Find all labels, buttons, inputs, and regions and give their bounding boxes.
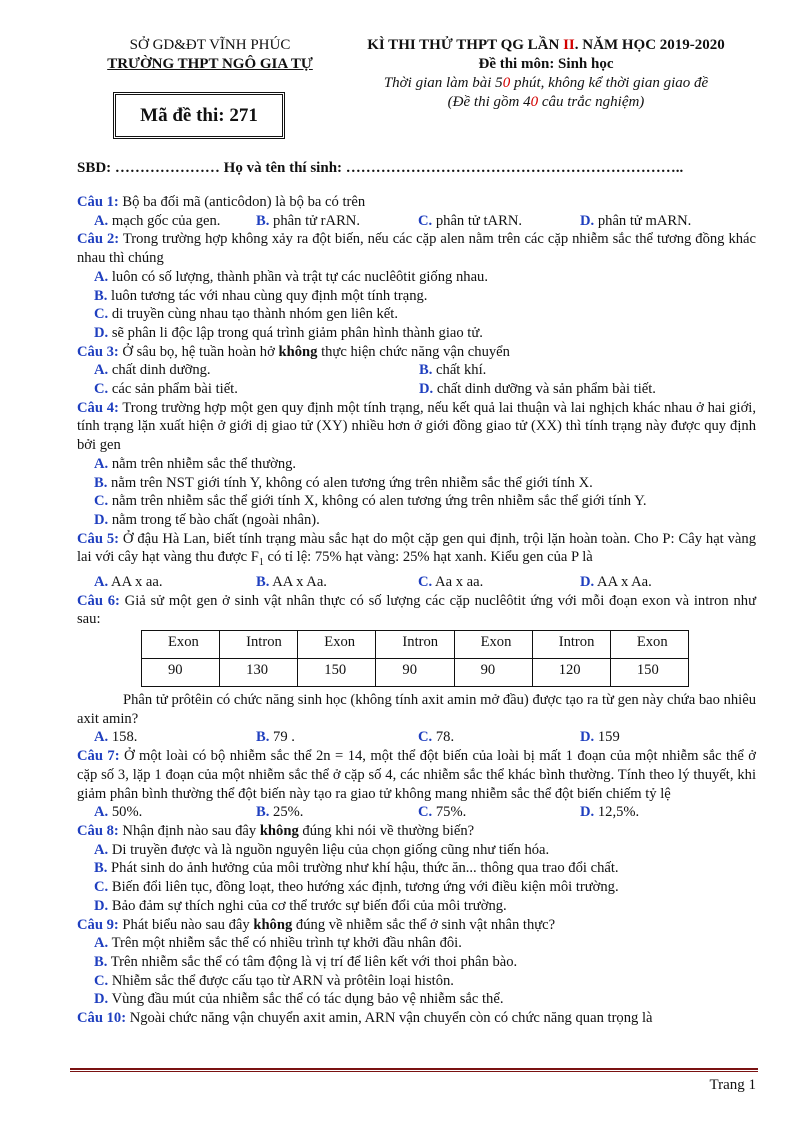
option-text: phân tử mARN. [597, 212, 692, 229]
table-row [142, 659, 689, 687]
option-b[interactable] [256, 212, 418, 231]
option-label: D. [580, 212, 595, 229]
option-label: C. [94, 879, 109, 896]
count-red: 0 [530, 94, 539, 110]
option-label: B. [256, 212, 270, 229]
header-left [100, 36, 320, 74]
option-c[interactable] [77, 972, 756, 991]
question-2 [77, 230, 756, 267]
option-text: Trên nhiễm sắc thể có tâm động là vị trí để liên kết với thoi phân bào. [110, 953, 518, 970]
option-c[interactable] [418, 212, 580, 231]
option-text: chất khí. [436, 362, 487, 379]
option-c[interactable] [418, 573, 580, 592]
option-c[interactable] [418, 803, 580, 822]
option-a[interactable] [94, 361, 419, 380]
option-text: 78. [435, 729, 455, 746]
exam-time-red: 0 [502, 75, 511, 91]
table-cell: 150 [610, 659, 688, 687]
option-text: AA x Aa. [272, 573, 327, 590]
option-label: D. [580, 729, 595, 746]
exam-title [346, 36, 746, 55]
option-text: 50%. [111, 804, 143, 821]
option-d[interactable] [77, 511, 756, 530]
option-label: D. [94, 991, 109, 1008]
option-b[interactable] [77, 287, 756, 306]
option-label: A. [94, 212, 109, 229]
table-header-cell: Exon [298, 631, 376, 659]
question-text: Trong trường hợp không xảy ra đột biến, nếu các cặp alen nằm trên các cặp nhiễm sắc thể tương đồng khác nhau thì chúng [77, 231, 756, 267]
table-cell: 130 [220, 659, 298, 687]
option-text: phân tử rARN. [273, 212, 360, 229]
question-text: Ở đậu Hà Lan, biết tính trạng màu sắc hạt do một cặp gen qui định, trội lặn hoàn toàn. Cho P: Cây hạt vàng lai với cây hạt vàng thu được F [77, 530, 756, 566]
option-text: 79 . [273, 729, 295, 746]
question-7 [77, 747, 756, 803]
option-b[interactable] [77, 474, 756, 493]
option-label: C. [418, 804, 433, 821]
header-right [346, 36, 746, 112]
option-label: A. [94, 268, 109, 285]
option-a[interactable] [77, 841, 756, 860]
option-text: mạch gốc của gen. [111, 212, 221, 229]
option-text: luôn có số lượng, thành phần và trật tự các nuclêôtit giống nhau. [111, 268, 488, 285]
table-header-cell: Intron [376, 631, 454, 659]
option-label: C. [418, 729, 433, 746]
option-text: Bảo đảm sự thích nghi của cơ thể trước sự biến đổi của môi trường. [111, 897, 507, 914]
question-text-emphasis: không [253, 916, 293, 933]
option-b[interactable] [256, 728, 418, 747]
question-number: Câu 9: [77, 916, 119, 933]
option-label: B. [94, 474, 108, 491]
option-text: phân tử tARN. [435, 212, 523, 229]
option-text: 12,5%. [597, 804, 640, 821]
option-a[interactable] [77, 934, 756, 953]
exam-title-part: KÌ THI THỬ THPT QG LẦN [367, 37, 564, 53]
option-c[interactable] [77, 492, 756, 511]
question-number: Câu 5: [77, 530, 120, 547]
school-name: TRƯỜNG THPT NGÔ GIA TỰ [107, 56, 313, 72]
option-text: chất dinh dưỡng và sản phẩm bài tiết. [436, 381, 656, 398]
options-row [77, 573, 756, 592]
question-3 [77, 343, 756, 362]
question-text: Trong trường hợp một gen quy định một tính trạng, nếu kết quả lai thuận và lai nghịch khác nhau ở hai giới, tính trạng lặn xuất hiện ở giới dị giao tử (XY) nhiều hơn ở giới đồng giao tử (XX) thì tính trạng này được quy định bởi gen [77, 399, 756, 454]
table-cell: 90 [142, 659, 220, 687]
option-a[interactable] [94, 212, 256, 231]
option-label: D. [94, 324, 109, 341]
question-text: Phát biểu nào sau đây [118, 916, 254, 933]
option-label: A. [94, 841, 109, 858]
footer-rule [70, 1068, 758, 1072]
option-label: D. [580, 573, 595, 590]
subscript: 1 [258, 557, 264, 569]
option-d[interactable] [77, 897, 756, 916]
question-number: Câu 6: [77, 592, 120, 609]
option-label: D. [94, 511, 109, 528]
option-text: di truyền cùng nhau tạo thành nhóm gen liên kết. [111, 306, 398, 323]
options-row [77, 380, 756, 399]
options-row [77, 803, 756, 822]
exam-subject: Đề thi môn: Sinh học [478, 56, 614, 72]
questions [77, 193, 756, 1028]
option-a[interactable] [94, 573, 256, 592]
table-header-cell: Exon [142, 631, 220, 659]
option-label: A. [94, 804, 109, 821]
question-text: đúng khi nói về thường biến? [298, 823, 475, 839]
question-10 [77, 1009, 756, 1028]
option-label: C. [94, 381, 109, 398]
option-text: AA x Aa. [597, 573, 652, 590]
question-number: Câu 2: [77, 231, 120, 248]
option-label: A. [94, 455, 109, 472]
option-text: Biến đổi liên tục, đồng loạt, theo hướng xác định, tương ứng với điều kiện môi trường. [111, 879, 619, 896]
question-number: Câu 3: [77, 343, 119, 360]
exam-title-part: . NĂM HỌC 2019-2020 [574, 37, 725, 53]
option-a[interactable] [94, 728, 256, 747]
option-label: D. [419, 381, 434, 398]
table-header-cell: Exon [454, 631, 532, 659]
option-label: A. [94, 935, 109, 952]
question-text: Ngoài chức năng vận chuyển axit amin, ARN vận chuyển còn có chức năng quan trọng là [126, 1010, 653, 1027]
option-text: 158. [111, 729, 138, 746]
option-d[interactable] [580, 728, 742, 747]
option-label: C. [94, 493, 109, 510]
option-d[interactable] [419, 380, 744, 399]
count-part: (Đề thi gồm 4 [447, 94, 531, 110]
department-name: SỞ GD&ĐT VĨNH PHÚC [129, 37, 291, 53]
option-label: B. [419, 362, 433, 379]
exam-time-part: Thời gian làm bài 5 [383, 75, 503, 91]
option-b[interactable] [256, 573, 418, 592]
option-text: Trên một nhiễm sắc thể có nhiều trình tự khởi đầu nhân đôi. [111, 935, 462, 952]
option-d[interactable] [77, 990, 756, 1009]
option-d[interactable] [580, 803, 742, 822]
question-text: Ở sâu bọ, hệ tuần hoàn hở [118, 343, 279, 360]
option-c[interactable] [77, 305, 756, 324]
table-header-cell: Intron [220, 631, 298, 659]
question-4 [77, 399, 756, 455]
option-label: B. [94, 953, 108, 970]
option-a[interactable] [77, 268, 756, 287]
exam-question-count [346, 93, 746, 112]
option-a[interactable] [77, 455, 756, 474]
option-label: D. [94, 897, 109, 914]
option-label: A. [94, 573, 109, 590]
option-label: C. [418, 212, 433, 229]
question-6-followup: Phân tử prôtêin có chức năng sinh học (không tính axit amin mở đầu) được tạo ra từ gen này chứa bao nhiêu axit amin? [77, 692, 756, 727]
option-text: các sản phẩm bài tiết. [111, 381, 238, 398]
option-label: C. [94, 972, 109, 989]
option-label: B. [94, 860, 108, 877]
option-text: nằm trên nhiễm sắc thể giới tính X, không có alen tương ứng trên nhiễm sắc thể giới tính Y. [111, 493, 647, 510]
option-label: B. [256, 573, 270, 590]
option-text: Phát sinh do ảnh hưởng của môi trường như khí hậu, thức ăn... thông qua trao đổi chất. [111, 860, 619, 877]
question-text: thực hiện chức năng vận chuyển [317, 343, 510, 360]
question-number: Câu 10: [77, 1010, 127, 1027]
option-label: B. [256, 729, 270, 746]
table-cell: 90 [454, 659, 532, 687]
option-label: A. [94, 729, 109, 746]
option-label: D. [580, 804, 595, 821]
option-c[interactable] [77, 878, 756, 897]
table-cell: 90 [376, 659, 454, 687]
question-text: có tỉ lệ: 75% hạt vàng: 25% hạt xanh. Kiểu gen của P là [263, 549, 593, 566]
question-6 [77, 592, 756, 629]
option-text: chất dinh dưỡng. [111, 362, 211, 379]
exam-time-part: phút, không kể thời gian giao đề [510, 75, 709, 91]
question-1 [77, 193, 756, 212]
option-b[interactable] [77, 859, 756, 878]
question-text: đúng về nhiễm sắc thể ở sinh vật nhân thực? [292, 916, 556, 933]
option-d[interactable] [580, 573, 742, 592]
table-header-row [142, 631, 689, 659]
question-5 [77, 530, 756, 573]
option-text: nằm trên nhiễm sắc thể thường. [111, 455, 297, 472]
option-text: nằm trên NST giới tính Y, không có alen tương ứng trên nhiễm sắc thể giới tính X. [111, 474, 593, 491]
question-number: Câu 4: [77, 399, 119, 416]
option-text: AA x aa. [111, 573, 163, 590]
option-b[interactable] [419, 361, 744, 380]
option-b[interactable] [256, 803, 418, 822]
options-row [77, 728, 756, 747]
question-text: Nhận định nào sau đây [118, 823, 260, 839]
question-number: Câu 8: [77, 823, 119, 839]
exon-intron-table [141, 630, 689, 687]
option-d[interactable] [77, 324, 756, 343]
option-label: C. [94, 306, 109, 323]
option-text: Vùng đầu mút của nhiễm sắc thể có tác dụng bảo vệ nhiễm sắc thể. [111, 991, 504, 1008]
question-text: Giả sử một gen ở sinh vật nhân thực có số lượng các cặp nuclêôtit ứng với mỗi đoạn exon và intron như sau: [77, 592, 756, 628]
exam-time [346, 74, 746, 93]
option-text: nằm trong tế bào chất (ngoài nhân). [111, 511, 320, 528]
option-text: luôn tương tác với nhau cùng quy định một tính trạng. [111, 287, 428, 304]
option-label: A. [94, 362, 109, 379]
option-text: sẽ phân li độc lập trong quá trình giảm phân hình thành giao tử. [111, 324, 483, 341]
option-label: B. [256, 804, 270, 821]
question-number: Câu 7: [77, 748, 120, 765]
question-text: Ở một loài có bộ nhiễm sắc thể 2n = 14, một thể đột biến của loài bị mất 1 đoạn của một nhiễm sắc thể ở cặp số 3, lặp 1 đoạn của một nhiễm sắc thể ở cặp số 4, các nhiễm sắc thể khác bình thường. Tính theo lý thuyết, khi giảm phân bình thường thể đột biến này tạo ra giao tử không mang nhiễm sắc thể đột biến chiếm tỷ lệ [77, 748, 756, 802]
option-text: 159 [597, 729, 620, 746]
option-a[interactable] [94, 803, 256, 822]
option-text: Di truyền được và là nguồn nguyên liệu của chọn giống cũng như tiến hóa. [111, 841, 550, 858]
option-b[interactable] [77, 953, 756, 972]
exam-code-box [113, 92, 285, 139]
candidate-info-line: SBD: ………………… Họ và tên thí sinh: ………………………………………………………….. [77, 160, 684, 176]
options-row [77, 212, 756, 231]
question-9 [77, 916, 756, 935]
exam-code: Mã đề thi: 271 [140, 104, 258, 126]
option-text: 25%. [273, 804, 304, 821]
option-d[interactable] [580, 212, 742, 231]
table-header-cell: Intron [532, 631, 610, 659]
option-text: Nhiễm sắc thể được cấu tạo từ ARN và prôtêin loại histôn. [111, 972, 454, 989]
table-cell: 120 [532, 659, 610, 687]
question-text-emphasis: không [259, 823, 299, 839]
option-label: B. [94, 287, 108, 304]
option-text: Aa x aa. [435, 573, 484, 590]
options-row [77, 361, 756, 380]
question-text: Bộ ba đối mã (anticôdon) là bộ ba có trên [118, 194, 366, 210]
option-text: 75%. [435, 804, 467, 821]
table-header-cell: Exon [610, 631, 688, 659]
option-c[interactable] [94, 380, 419, 399]
page-number: Trang 1 [709, 1077, 756, 1093]
table-cell: 150 [298, 659, 376, 687]
exam-title-roman: II [563, 37, 575, 53]
count-part: câu trắc nghiệm) [538, 94, 645, 110]
question-number: Câu 1: [77, 194, 119, 210]
question-8 [77, 822, 756, 841]
question-text-emphasis: không [278, 343, 318, 360]
option-label: C. [418, 573, 433, 590]
option-c[interactable] [418, 728, 580, 747]
